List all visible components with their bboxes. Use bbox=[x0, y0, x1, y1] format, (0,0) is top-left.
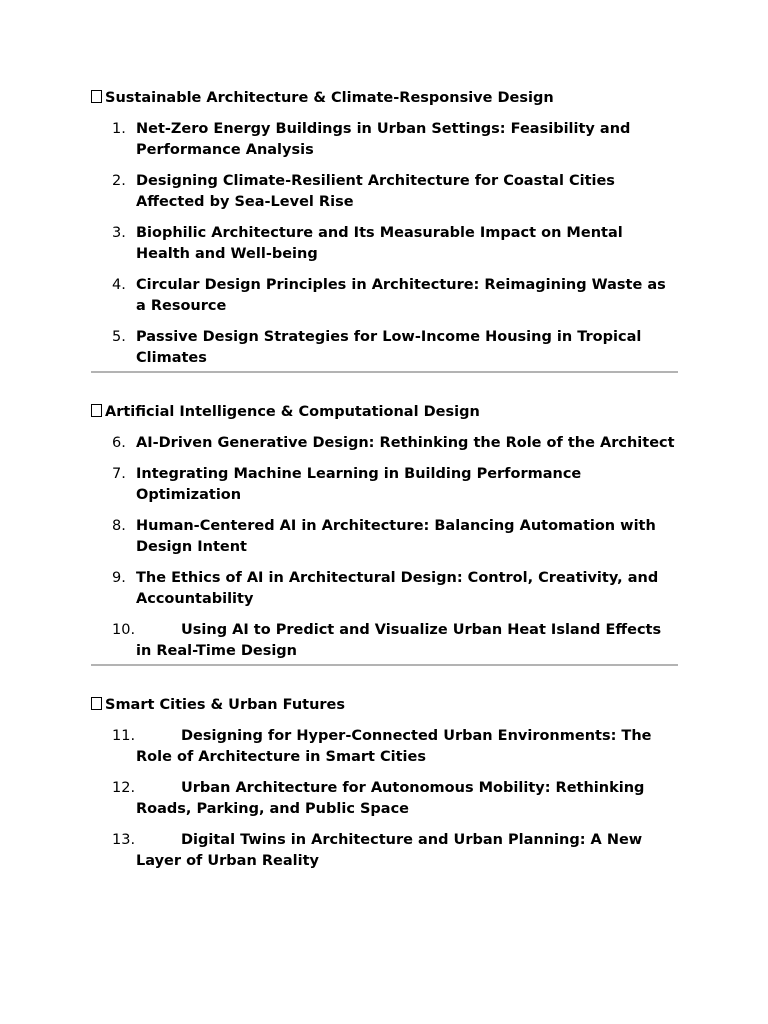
list-item-number: 12. bbox=[112, 780, 136, 796]
section-divider bbox=[91, 664, 678, 666]
list-item-text: Circular Design Principles in Architecture: Reimagining Waste as a Resource bbox=[136, 277, 666, 314]
list-item-text: AI-Driven Generative Design: Rethinking the Role of the Architect bbox=[136, 435, 675, 451]
list-item bbox=[91, 171, 678, 213]
section-heading-text: Sustainable Architecture & Climate-Responsive Design bbox=[105, 90, 554, 106]
list-item-text: Urban Architecture for Autonomous Mobility: Rethinking Roads, Parking, and Public Space bbox=[136, 780, 645, 817]
section-heading bbox=[91, 695, 678, 716]
section-smart-cities bbox=[91, 695, 678, 872]
list-item bbox=[91, 830, 678, 872]
section-ai-computational-design bbox=[91, 402, 678, 662]
section-heading bbox=[91, 88, 678, 109]
list-item-number: 8. bbox=[112, 518, 126, 534]
list-item-number: 9. bbox=[112, 570, 126, 586]
list-item-number: 11. bbox=[112, 728, 136, 744]
list-item bbox=[91, 726, 678, 768]
section-divider bbox=[91, 371, 678, 373]
list-item-text: Passive Design Strategies for Low-Income Housing in Tropical Climates bbox=[136, 329, 642, 366]
list-item-number: 4. bbox=[112, 277, 126, 293]
list-item bbox=[91, 223, 678, 265]
list-item bbox=[91, 119, 678, 161]
list-item-number: 13. bbox=[112, 832, 136, 848]
list-item-text: Integrating Machine Learning in Building Performance Optimization bbox=[136, 466, 582, 503]
list-item-text: Designing for Hyper-Connected Urban Environments: The Role of Architecture in Smart Cities bbox=[136, 728, 652, 765]
list-item bbox=[91, 778, 678, 820]
list-item-number: 1. bbox=[112, 121, 126, 137]
list-item-text: Human-Centered AI in Architecture: Balancing Automation with Design Intent bbox=[136, 518, 656, 555]
list-item-number: 6. bbox=[112, 435, 126, 451]
list-item bbox=[91, 327, 678, 369]
list-item-number: 3. bbox=[112, 225, 126, 241]
list-item-text: Digital Twins in Architecture and Urban Planning: A New Layer of Urban Reality bbox=[136, 832, 643, 869]
section-sustainable-architecture bbox=[91, 88, 678, 369]
list-item-number: 5. bbox=[112, 329, 126, 345]
missing-glyph-icon bbox=[91, 90, 102, 103]
list-item-text: Net-Zero Energy Buildings in Urban Settings: Feasibility and Performance Analysis bbox=[136, 121, 631, 158]
document-page bbox=[91, 88, 678, 882]
section-heading-text: Artificial Intelligence & Computational Design bbox=[105, 404, 480, 420]
section-heading bbox=[91, 402, 678, 423]
list-item bbox=[91, 433, 678, 454]
list-item-text: The Ethics of AI in Architectural Design: Control, Creativity, and Accountability bbox=[136, 570, 659, 607]
list-item-text: Designing Climate-Resilient Architecture for Coastal Cities Affected by Sea-Level Rise bbox=[136, 173, 615, 210]
missing-glyph-icon bbox=[91, 697, 102, 710]
list-item-number: 10. bbox=[112, 622, 136, 638]
list-item-text: Biophilic Architecture and Its Measurable Impact on Mental Health and Well-being bbox=[136, 225, 623, 262]
list-item bbox=[91, 620, 678, 662]
list-item bbox=[91, 275, 678, 317]
section-heading-text: Smart Cities & Urban Futures bbox=[105, 697, 346, 713]
list-item bbox=[91, 568, 678, 610]
list-item-number: 7. bbox=[112, 466, 126, 482]
missing-glyph-icon bbox=[91, 404, 102, 417]
list-item bbox=[91, 464, 678, 506]
list-item bbox=[91, 516, 678, 558]
list-item-number: 2. bbox=[112, 173, 126, 189]
list-item-text: Using AI to Predict and Visualize Urban Heat Island Effects in Real-Time Design bbox=[136, 622, 662, 659]
